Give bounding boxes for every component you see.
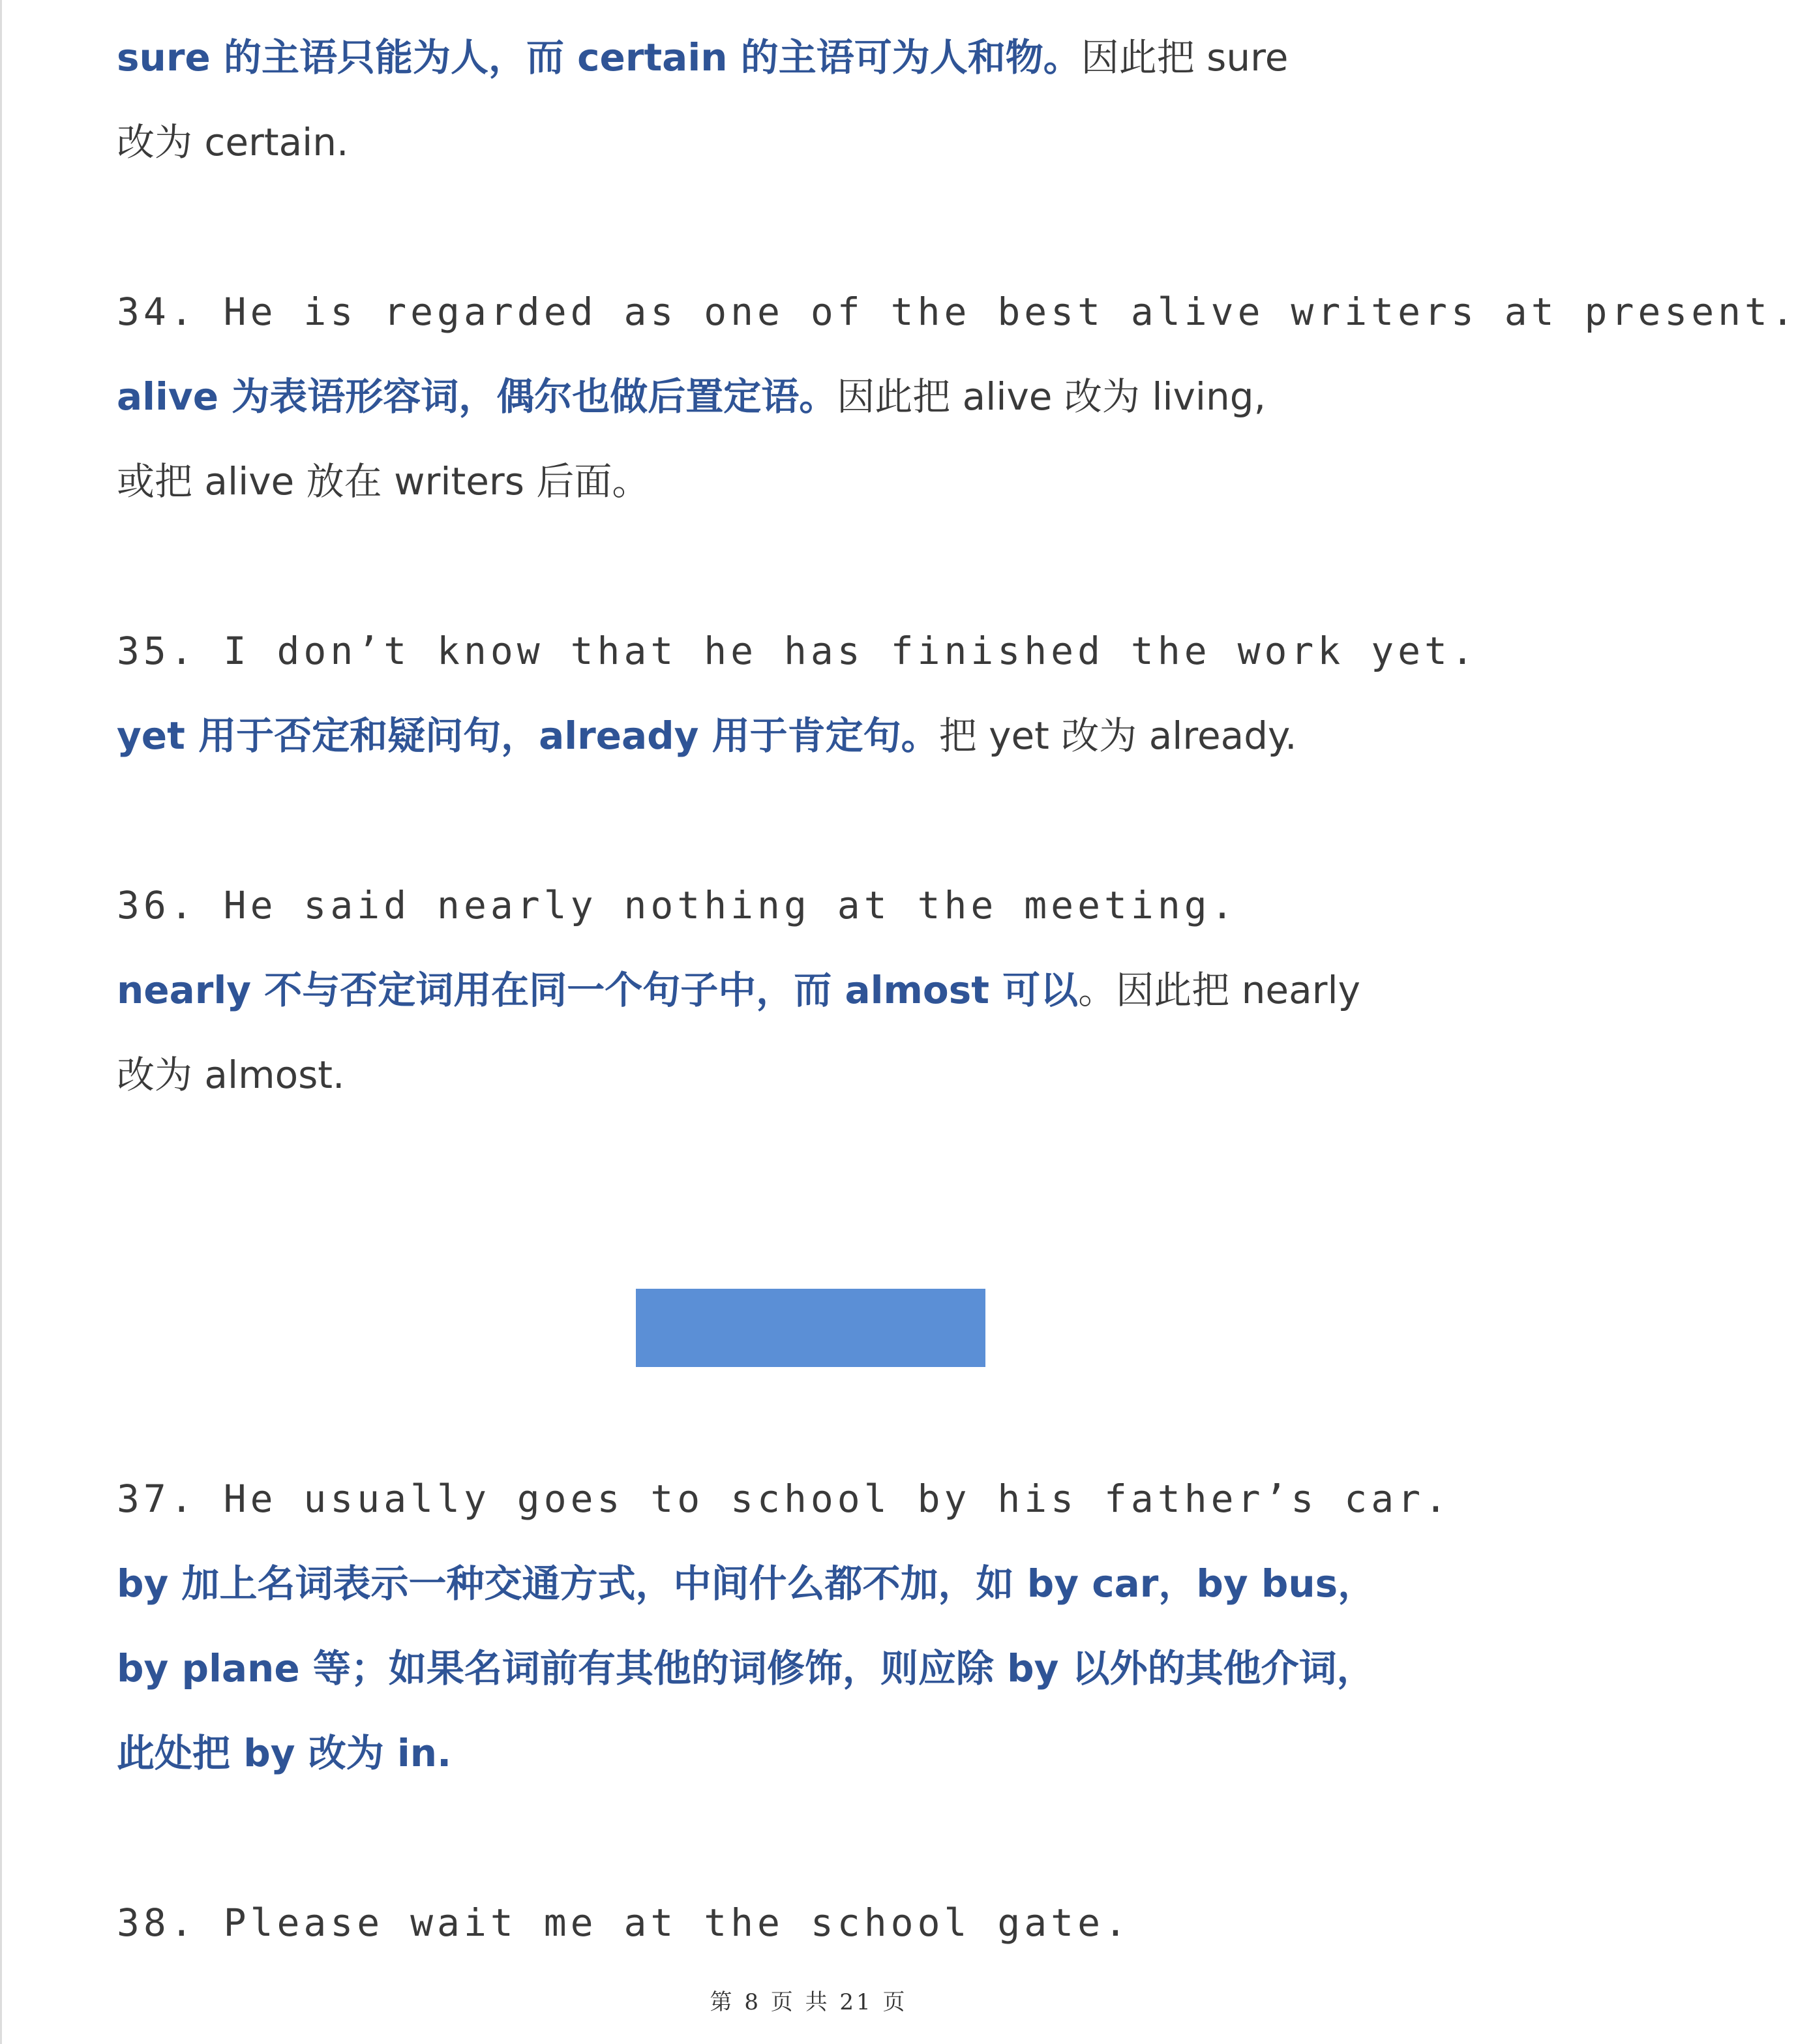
explanation-37-bold-2: by plane 等；如果名词前有其他的词修饰，则应除 by 以外的其他介词， <box>117 1646 1375 1691</box>
explanation-33-plain-2: 改为 certain. <box>117 120 349 164</box>
explanation-37-bold-1: by 加上名词表示一种交通方式，中间什么都不加，如 by car，by bus， <box>117 1561 1376 1606</box>
explanation-37-line-2 <box>117 1642 1519 1694</box>
explanation-36-plain: 。因此把 nearly <box>1078 968 1360 1012</box>
explanation-34-bold: alive 为表语形容词，偶尔也做后置定语。 <box>117 374 837 419</box>
question-35: 35. I don’t know that he has finished the work yet. <box>117 629 1478 673</box>
explanation-36-line-1 <box>117 964 1519 1016</box>
explanation-37-line-3 <box>117 1727 1519 1779</box>
explanation-36-plain-2: 改为 almost. <box>117 1053 345 1097</box>
question-36: 36. He said nearly nothing at the meeting. <box>117 883 1238 927</box>
explanation-37-bold-3: 此处把 by 改为 in. <box>117 1731 452 1775</box>
page-footer: 第 8 页 共 21 页 <box>710 1989 908 2015</box>
explanation-33-line-1 <box>117 31 1519 83</box>
question-34: 34. He is regarded as one of the best alive writers at present. <box>117 290 1798 334</box>
explanation-34-line-2 <box>117 455 1519 507</box>
explanation-36-line-2 <box>117 1049 1519 1101</box>
explanation-33-bold: sure 的主语只能为人，而 certain 的主语可为人和物。 <box>117 35 1081 80</box>
explanation-35-bold: yet 用于否定和疑问句，already 用于肯定句。 <box>117 714 939 758</box>
explanation-34-plain: 因此把 alive 改为 living, <box>837 374 1266 419</box>
explanation-33-line-2 <box>117 116 1519 168</box>
explanation-33-plain: 因此把 sure <box>1081 35 1289 80</box>
explanation-34-line-1 <box>117 370 1519 423</box>
question-38: 38. Please wait me at the school gate. <box>117 1901 1131 1945</box>
explanation-36-bold: nearly 不与否定词用在同一个句子中，而 almost 可以 <box>117 968 1079 1012</box>
explanation-37-line-1 <box>117 1557 1519 1610</box>
explanation-35-plain: 把 yet 改为 already. <box>938 714 1297 758</box>
explanation-34-plain-2: 或把 alive 放在 writers 后面。 <box>117 459 650 503</box>
explanation-35-line-1 <box>117 710 1519 762</box>
section-heading <box>636 1289 985 1367</box>
question-37: 37. He usually goes to school by his father’s car. <box>117 1477 1451 1521</box>
